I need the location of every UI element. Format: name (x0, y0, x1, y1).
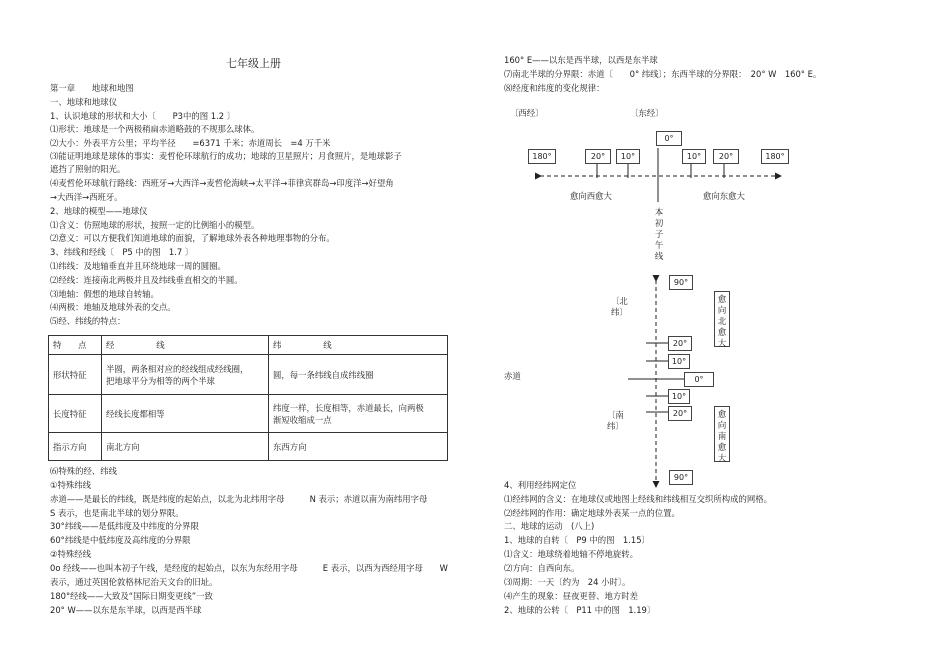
lat-box-n90: 90° (669, 275, 693, 290)
lon-box-e20: 20° (713, 149, 739, 164)
text-line: 3、纬线和经线〔 P5 中的图 1.7 〕 (50, 247, 194, 257)
lon-box-w10: 10° (616, 149, 640, 164)
cell-line: 把地球平分为相等的两个半球 (106, 375, 215, 386)
table-cell: 南北方向 (102, 433, 269, 461)
lon-box-e180: 180° (761, 149, 789, 164)
lat-box-s20: 20° (668, 406, 692, 421)
lat-box-n20: 20° (668, 336, 692, 351)
table-cell: 圆，每一条纬线自成纬线圈 (269, 355, 448, 395)
text-line: 160° E——以东是西半球，以西是东半球 (504, 55, 658, 65)
text-line: 1、认识地球的形状和大小〔 P3中的图 1.2 〕 (50, 111, 236, 121)
prime-meridian-label: 本初子午线 (654, 207, 664, 261)
west-longitude-label: 〔西经〕 (510, 108, 544, 118)
text-line: ⑷产生的现象：昼夜更替、地方时差 (504, 591, 638, 601)
text-line: 二、地球的运动 (八上) (504, 521, 595, 531)
cell-line: 纬度一样，长度相等，赤道最长，向两极 (273, 402, 424, 413)
text-line: 一、地球和地球仪 (50, 97, 117, 107)
text-line: S 表示，也是南北半球的划分界限。 (50, 508, 184, 518)
north-caption-box (714, 291, 730, 347)
lat-box-n10: 10° (668, 354, 690, 369)
lon-box-e10: 10° (682, 149, 706, 164)
north-caption: 愈向北愈大 (717, 294, 727, 348)
text-line: →大西洋→西班牙。 (50, 192, 123, 202)
text-line: 2、地球的公转〔 P11 中的图 1.19〕 (504, 605, 656, 615)
table-cell: 指示方向 (49, 433, 102, 461)
lon-box-0: 0° (656, 131, 682, 146)
text-line: ⑴含义：地球绕着地轴不停地旋转。 (504, 549, 638, 559)
text-line: 180°经线——大致及“国际日期变更线”一致 (50, 591, 213, 601)
table-cell: 经线长度都相等 (102, 395, 269, 433)
text-line: 30°纬线——是低纬度及中纬度的分界限 (50, 521, 199, 531)
text-line: ①特殊纬线 (50, 480, 92, 490)
page-title: 七年级上册 (226, 57, 281, 70)
text-line: ⑶地轴：假想的地球自转轴。 (50, 289, 159, 299)
text-line: ⑵经线：连接南北两极并且及纬线垂直相交的半圆。 (50, 275, 243, 285)
table-cell: 长度特征 (49, 395, 102, 433)
text-line: ⑷麦哲伦环球航行路线：西班牙→大西洋→麦哲伦海峡→太平洋→菲律宾群岛→印度洋→好望角 (50, 178, 394, 188)
text-line: 2、地球的模型——地球仪 (50, 206, 148, 216)
text-line: ⑴含义：仿照地球的形状，按照一定的比例缩小的模型。 (50, 220, 260, 230)
cell-line: 渐短收缩成一点 (273, 414, 332, 425)
text-line: ②特殊经线 (50, 549, 92, 559)
cell-line: 半圆，两条相对应的经线组成经线圈， (106, 363, 249, 374)
text-line: ⑷两极：地轴及地球外表的交点。 (50, 302, 176, 312)
text-line: 第一章 地球和地图 (50, 83, 134, 93)
text-line: ⑴形状：地球是一个两极稍扁赤道略鼓的不规那么球体。 (50, 124, 260, 134)
west-caption: 愈向西愈大 (570, 191, 612, 201)
text-line: 表示，通过英国伦敦格林尼治天文台的旧址。 (50, 577, 218, 587)
table-header: 纬 线 (269, 336, 448, 355)
text-line: ⑶周期：一天〔约为 24 小时〕。 (504, 577, 631, 587)
text-line: ⑵经纬网的作用：确定地球外表某一点的位置。 (504, 508, 680, 518)
text-line: 赤道——是最长的纬线，既是纬度的起始点，以北为北纬用字母 N 表示；赤道以南为南纬用字母 (50, 494, 428, 504)
lat-box-0: 0° (684, 372, 714, 387)
table-header: 经 线 (102, 336, 269, 355)
text-line: 0o 经线——也叫本初子午线，是经度的起始点，以东为东经用字母 E 表示，以西为西经用字母 W (50, 563, 448, 573)
south-latitude-label: 〔南纬〕 (607, 410, 624, 431)
south-caption: 愈向南愈大 (717, 409, 727, 463)
east-caption: 愈向东愈大 (703, 191, 745, 201)
table-cell: 东西方向 (269, 433, 448, 461)
lon-box-w20: 20° (585, 149, 611, 164)
text-line: ⑴纬线：及地轴垂直并且环绕地球一周的圆圈。 (50, 261, 226, 271)
text-line: 1、地球的自转〔 P9 中的图 1.15〕 (504, 535, 650, 545)
table-cell: 形状特征 (49, 355, 102, 395)
south-caption-box (714, 406, 730, 462)
text-line: 60°纬线是中低纬度及高纬度的分界限 (50, 535, 191, 545)
text-line: ⑶能证明地球是球体的事实：麦哲伦环球航行的成功；地球的卫星照片；月食照片，是地球影子 (50, 151, 402, 161)
text-line: 遮挡了照射的阳光。 (50, 164, 126, 174)
text-line: ⑵方向：自西向东。 (504, 563, 580, 573)
lat-box-s90: 90° (669, 470, 693, 485)
north-latitude-label: 〔北纬〕 (611, 296, 628, 317)
text-line: ⑵意义：可以方便我们知道地球的面貌，了解地球外表各种地理事物的分布。 (50, 233, 335, 243)
text-line: ⑸经、纬线的特点： (50, 316, 126, 326)
text-line: ⑹特殊的经、纬线 (50, 466, 117, 476)
text-line: ⑴经纬网的含义：在地球仪或地图上经线和纬线相互交织所构成的网格。 (504, 494, 772, 504)
text-line: 20° W——以东是东半球，以西是西半球 (50, 605, 202, 615)
equator-label: 赤道 (504, 371, 521, 381)
lat-box-s10: 10° (668, 389, 690, 404)
text-line: ⑵大小：外表平方公里；平均半径 =6371 千米；赤道周长 =4 万千米 (50, 138, 331, 148)
text-line: ⑺南北半球的分界限：赤道〔 0° 纬线〕；东西半球的分界限： 20° W 160° E。 (504, 69, 822, 79)
table-header: 特 点 (49, 336, 102, 355)
text-line: ⑻经度和纬度的变化规律： (504, 83, 605, 93)
lon-box-w180: 180° (528, 149, 556, 164)
text-line: 4、利用经纬网定位 (504, 480, 577, 490)
east-longitude-label: 〔东经〕 (630, 108, 664, 118)
